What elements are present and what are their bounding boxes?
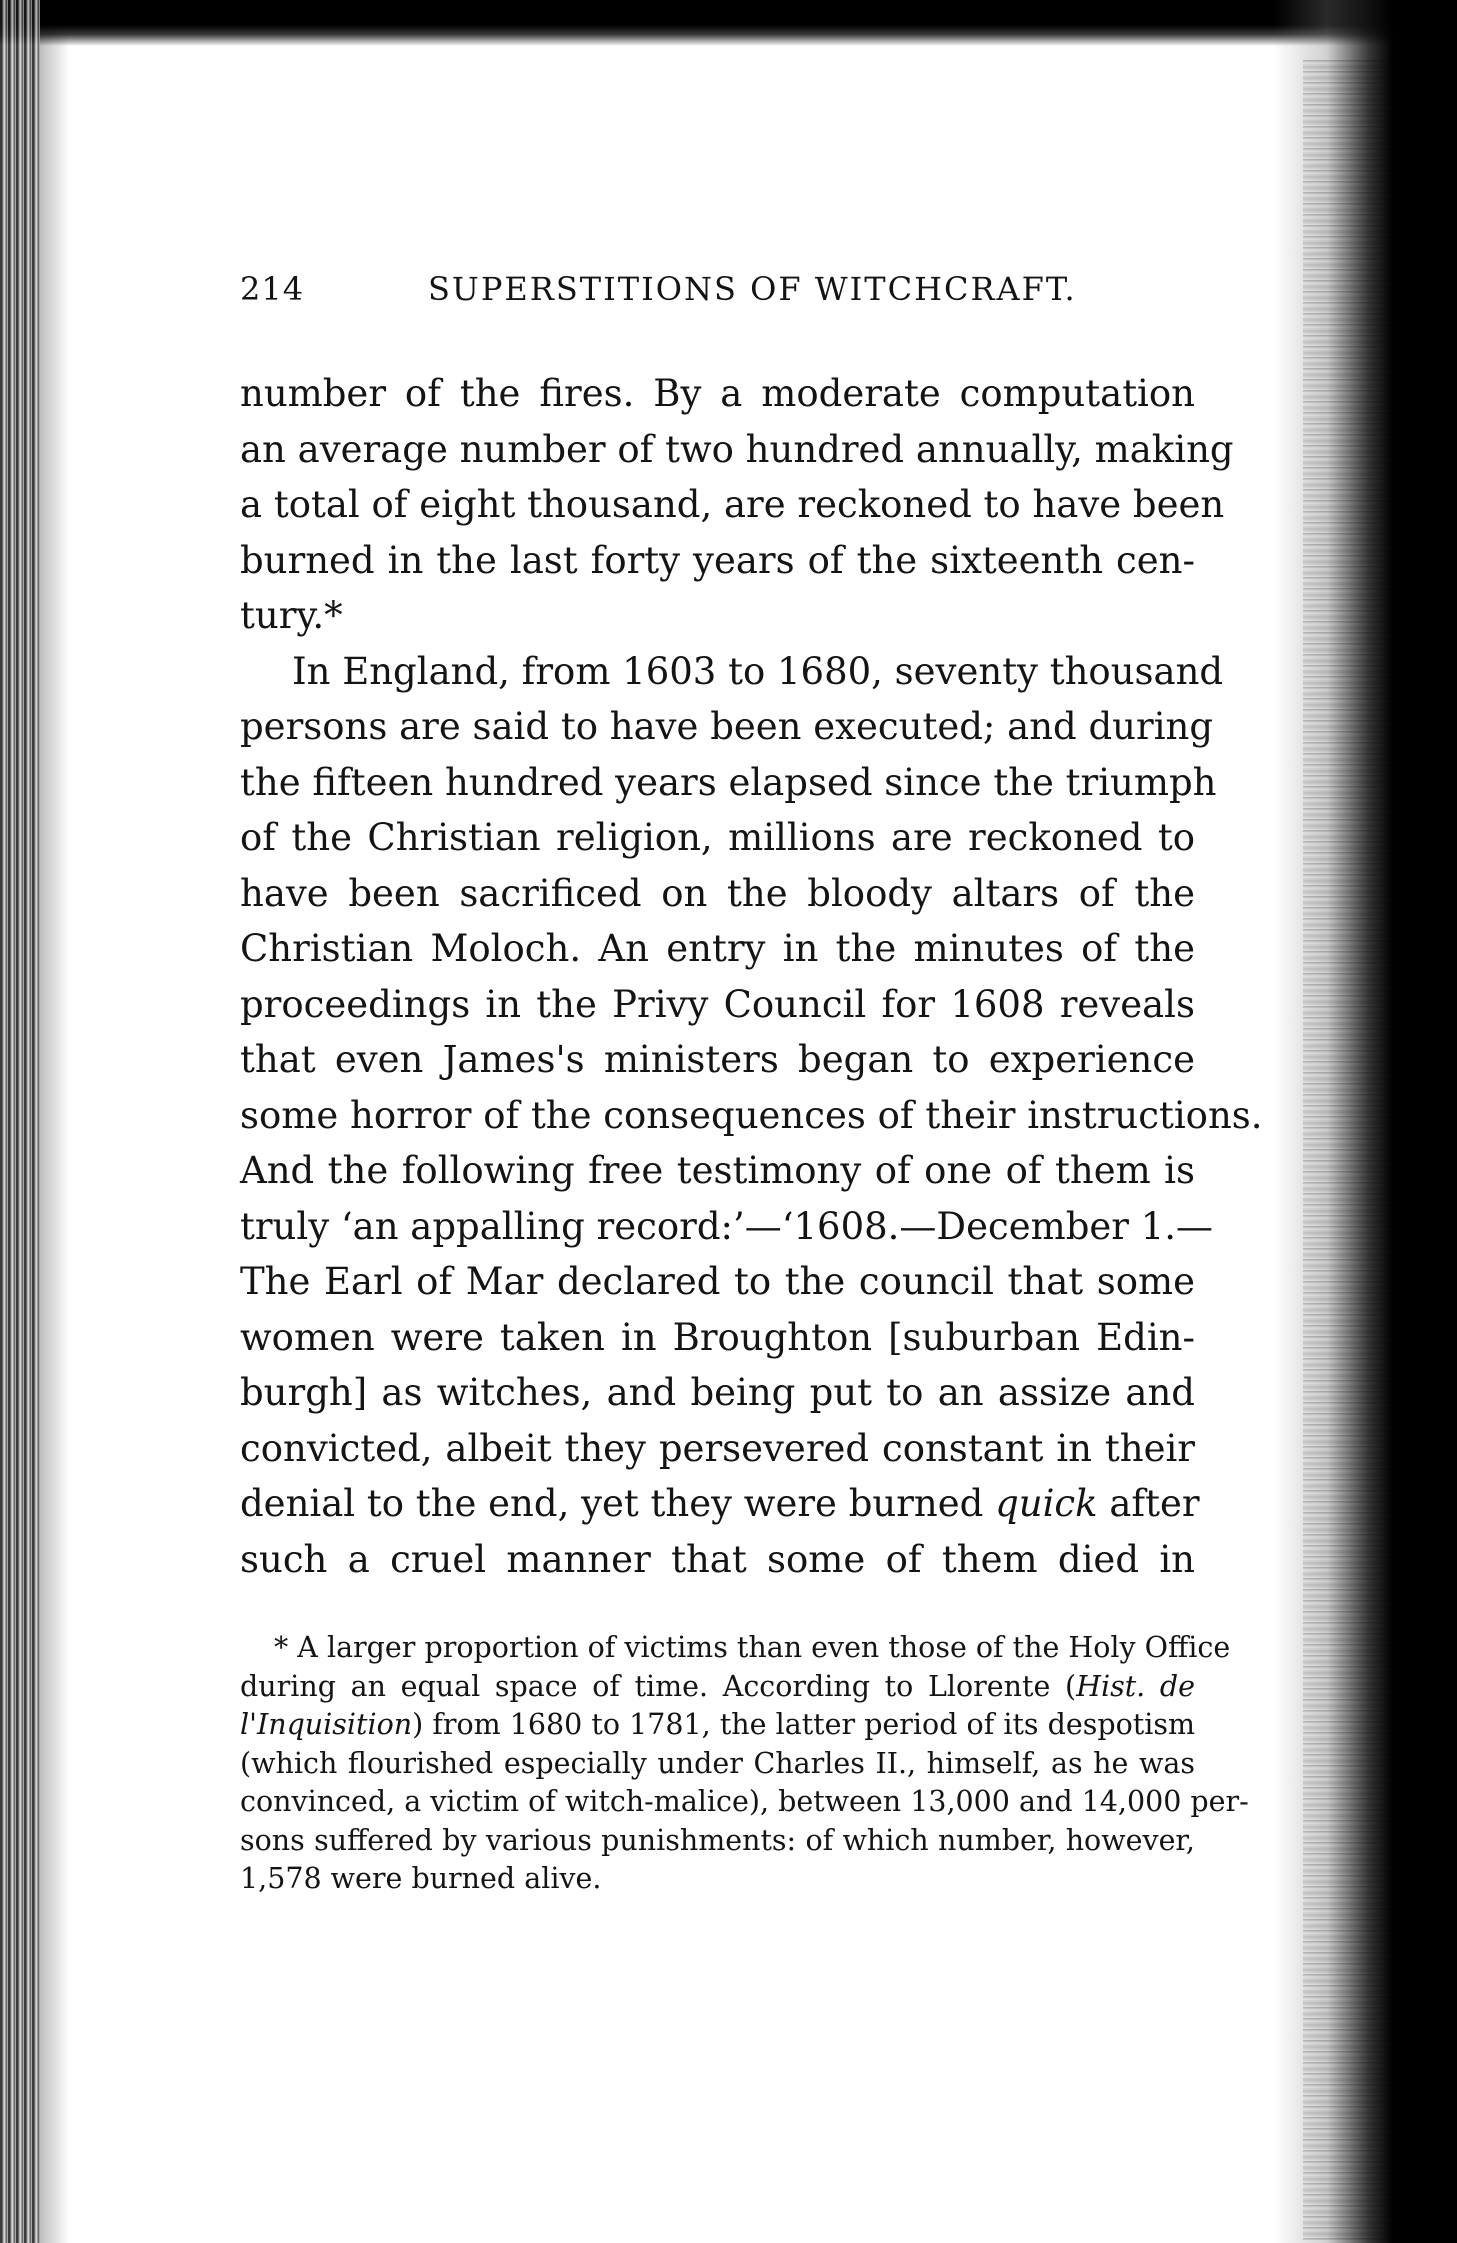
text-line: burgh] as witches, and being put to an assize and xyxy=(240,1371,1195,1414)
book-page xyxy=(240,270,1263,1899)
paragraph-start-line: In England, from 1603 to 1680, seventy thousand xyxy=(292,649,1224,693)
text-line: some horror of the consequences of their instructions. xyxy=(240,1093,1263,1137)
footnote-line: sons suffered by various punishments: of which number, however, xyxy=(240,1823,1195,1857)
text-segment: denial to the end, yet they were burned xyxy=(240,1482,984,1525)
running-title: SUPERSTITIONS OF WITCHCRAFT. xyxy=(428,270,1077,308)
spine-shadow xyxy=(40,0,70,2243)
text-line: women were taken in Broughton [suburban Edin- xyxy=(240,1315,1195,1359)
scan-edge-top xyxy=(0,0,1457,46)
text-line: of the Christian religion, millions are reckoned to xyxy=(240,816,1195,859)
footnote-line xyxy=(240,1668,1195,1707)
text-line: tury.* xyxy=(240,594,343,637)
text-line: persons are said to have been executed; and during xyxy=(240,705,1214,748)
text-segment: ) from 1680 to 1781, the latter period of its despotism xyxy=(412,1708,1195,1741)
text-segment: during an equal space of time. According to Llorente ( xyxy=(240,1669,1077,1703)
text-segment: after xyxy=(1109,1482,1200,1525)
italic-citation: l'Inquisition xyxy=(240,1708,413,1741)
italic-citation: Hist. de xyxy=(1076,1669,1195,1703)
text-line: that even James's ministers began to experience xyxy=(240,1038,1195,1081)
footnote xyxy=(240,1629,1249,1899)
text-line: And the following free testimony of one of them is xyxy=(240,1149,1195,1192)
page-edge-texture xyxy=(1303,60,1393,2240)
footnote-line: 1,578 were burned alive. xyxy=(240,1862,602,1895)
text-line: a total of eight thousand, are reckoned to have been xyxy=(240,483,1225,526)
footnote-line: * A larger proportion of victims than even those of the Holy Office xyxy=(274,1631,1231,1664)
text-line: an average number of two hundred annually, making xyxy=(240,427,1234,471)
footnote-line xyxy=(240,1706,1195,1745)
book-spine-edge xyxy=(0,0,40,2243)
text-line xyxy=(240,1476,1200,1532)
page-header xyxy=(240,270,1195,320)
scan-edge-right xyxy=(1393,0,1457,2243)
text-line: Christian Moloch. An entry in the minutes of the xyxy=(240,927,1195,970)
text-line: number of the fires. By a moderate computation xyxy=(240,372,1195,415)
text-line: The Earl of Mar declared to the council that some xyxy=(240,1260,1195,1303)
italic-word: quick xyxy=(995,1482,1098,1525)
text-line: convicted, albeit they persevered constant in their xyxy=(240,1426,1195,1470)
body-text xyxy=(240,366,1263,1587)
footnote-line: convinced, a victim of witch-malice), between 13,000 and 14,000 per- xyxy=(240,1785,1249,1818)
page-number: 214 xyxy=(240,270,305,308)
footnote-line: (which flourished especially under Charles II., himself, as he was xyxy=(240,1746,1195,1780)
text-line: have been sacrificed on the bloody altars of the xyxy=(240,871,1195,915)
text-line: proceedings in the Privy Council for 1608 reveals xyxy=(240,982,1195,1026)
text-line: such a cruel manner that some of them died in xyxy=(240,1537,1195,1581)
text-line: truly ‘an appalling record:’—‘1608.—December 1.— xyxy=(240,1204,1214,1248)
text-line: the fifteen hundred years elapsed since the triumph xyxy=(240,760,1217,804)
text-line: burned in the last forty years of the sixteenth cen- xyxy=(240,538,1195,582)
